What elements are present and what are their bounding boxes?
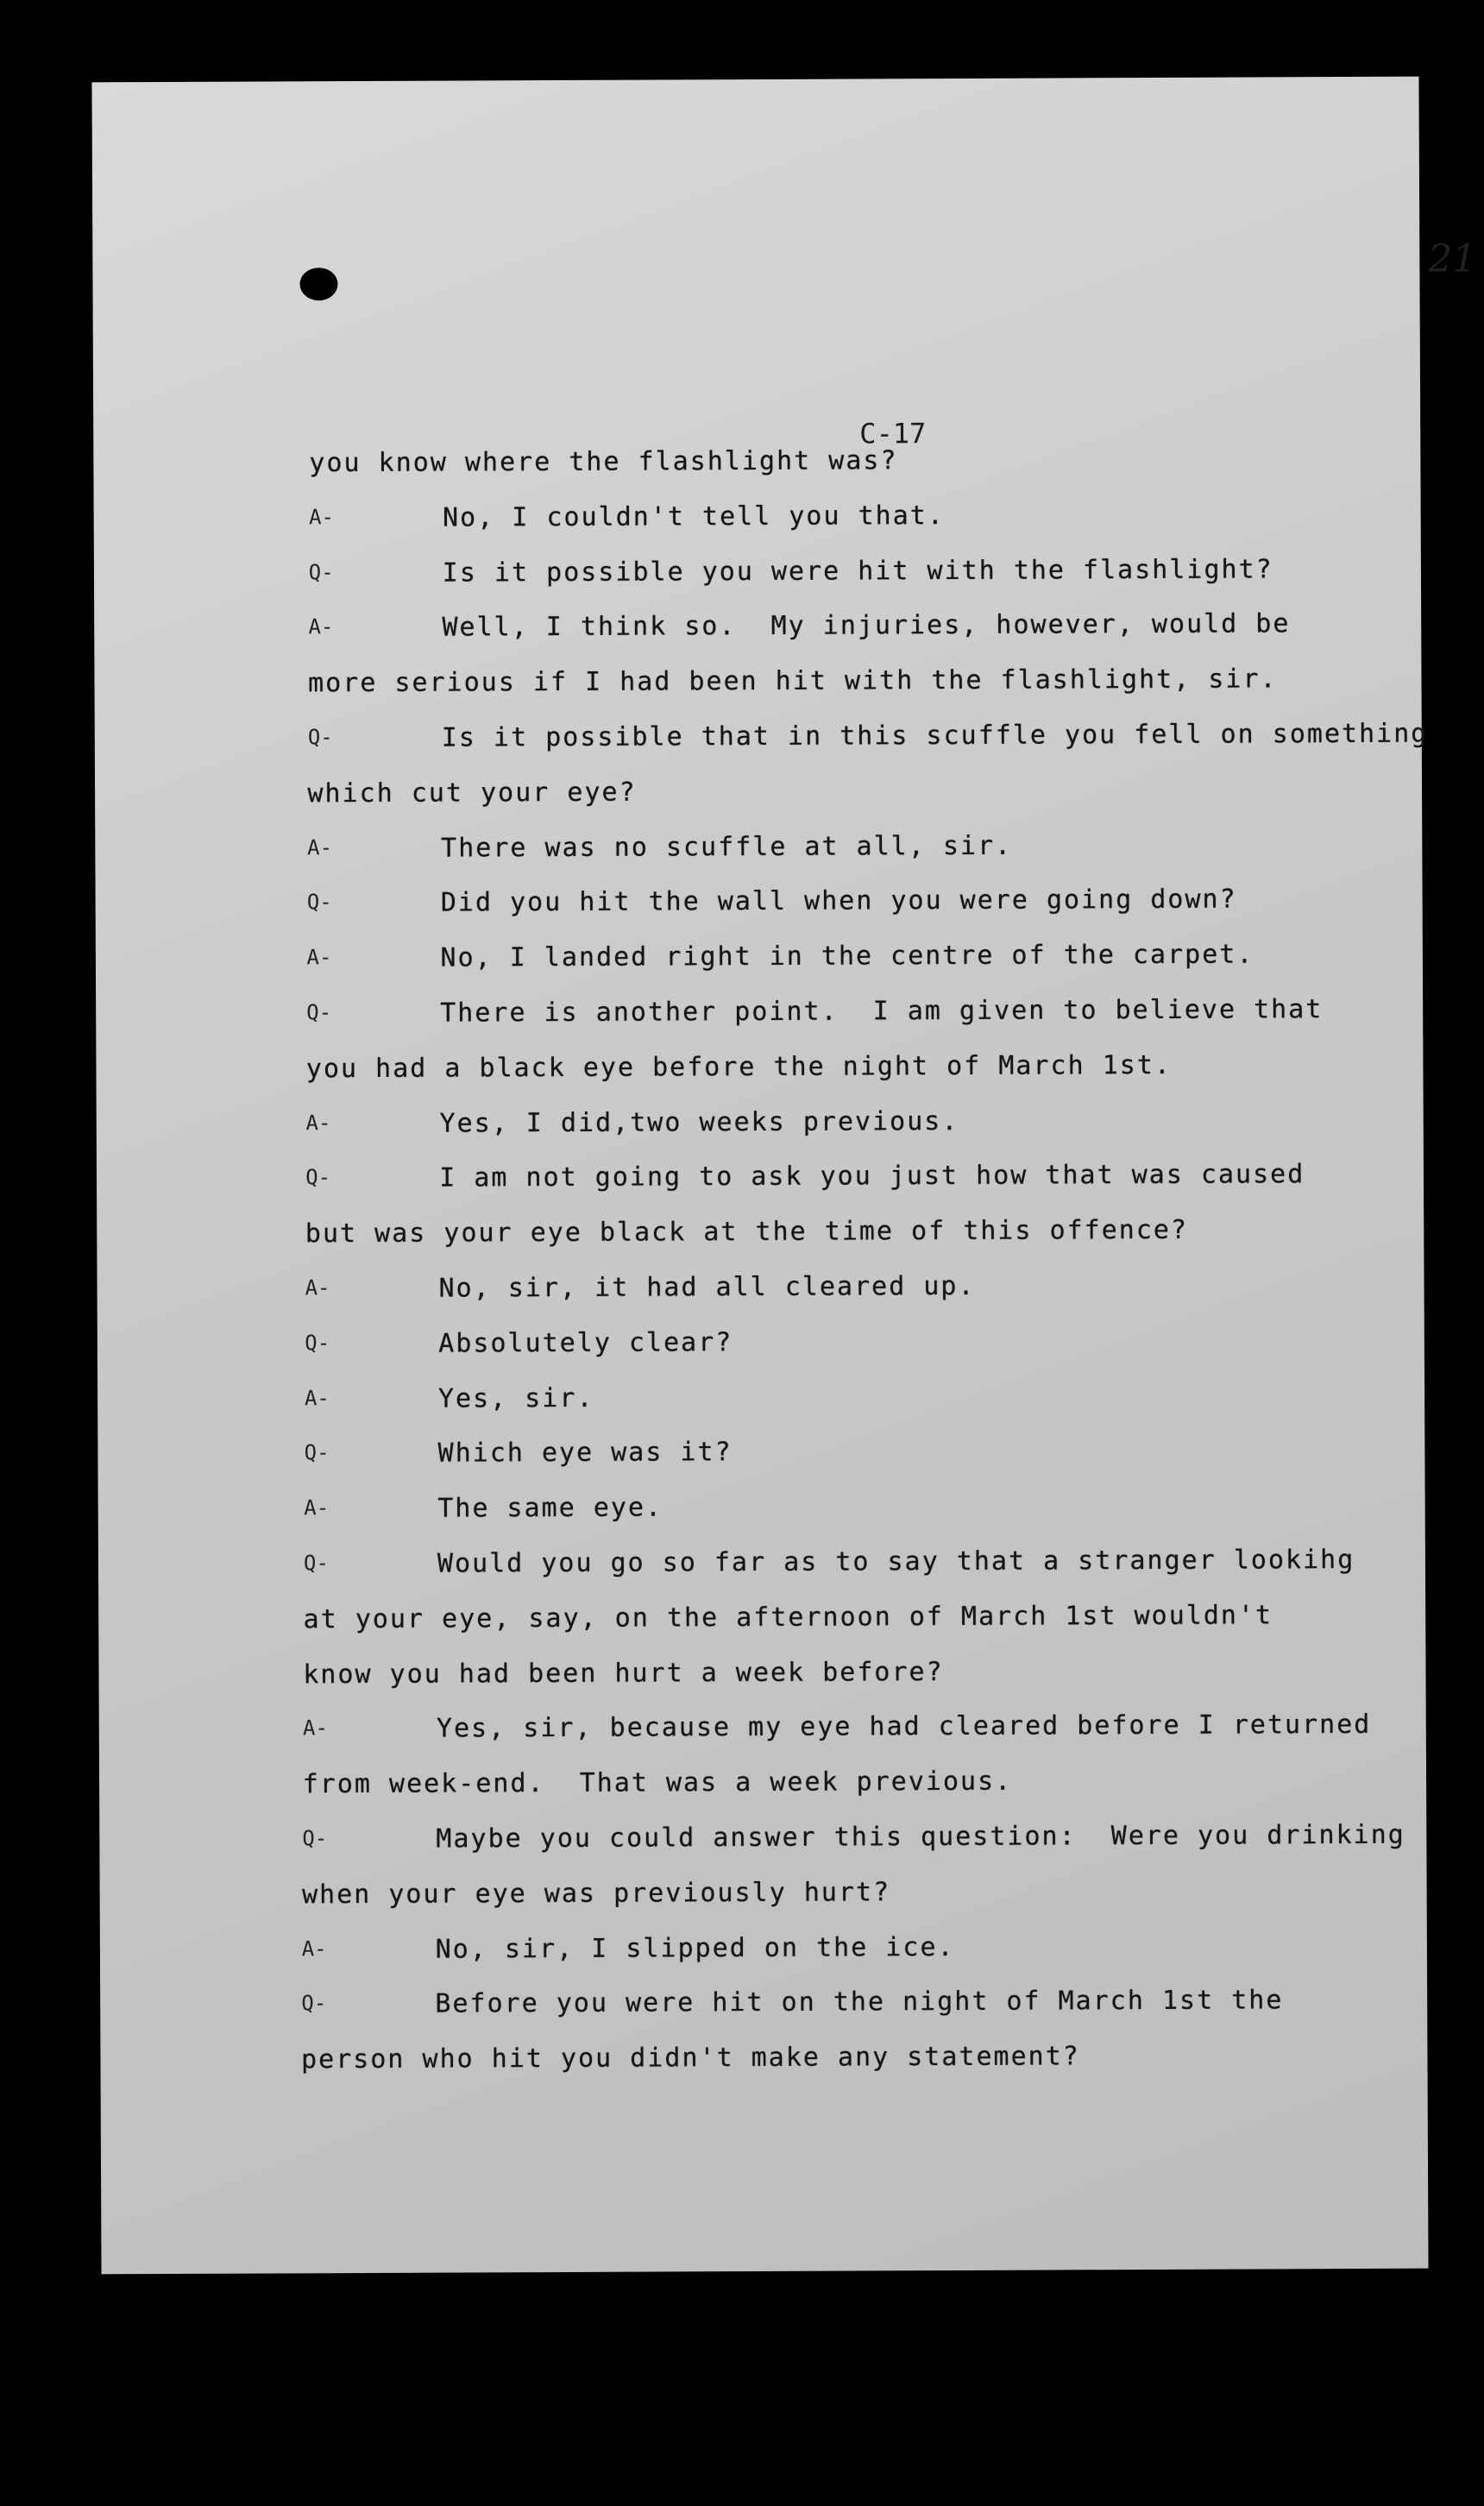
transcript-line: Well, I think so. My injuries, however, would be (442, 608, 1291, 643)
transcript-line: Yes, sir, because my eye had cleared before I returned (436, 1709, 1372, 1745)
transcript-line: from week-end. That was a week previous. (302, 1766, 1013, 1800)
transcript-line: at your eye, say, on the afternoon of March 1st wouldn't (303, 1600, 1273, 1635)
speaker-marker: Q- (305, 1165, 331, 1190)
transcript-line: No, I landed right in the centre of the carpet. (440, 939, 1254, 973)
speaker-marker: Q- (304, 1440, 330, 1465)
speaker-marker: Q- (306, 1000, 332, 1025)
speaker-marker: A- (304, 1495, 330, 1521)
speaker-marker: Q- (303, 1551, 329, 1576)
speaker-marker: Q- (306, 890, 332, 915)
speaker-marker: A- (306, 945, 332, 970)
transcript-line: you had a black eye before the night of March 1st. (305, 1049, 1172, 1085)
transcript-line: No, I couldn't tell you that. (442, 500, 945, 533)
transcript-line: when your eye was previously hurt? (301, 1877, 891, 1911)
document-page (91, 77, 1477, 2275)
transcript-line: Yes, I did,two weeks previous. (439, 1105, 959, 1139)
punch-hole (299, 268, 337, 300)
speaker-marker: Q- (305, 1330, 330, 1356)
transcript-line: Which eye was it? (437, 1437, 733, 1470)
transcript-line: more serious if I had been hit with the flashlight, sir. (308, 664, 1278, 699)
transcript-line: know you had been hurt a week before? (303, 1656, 944, 1690)
speaker-marker: A- (302, 1716, 328, 1741)
speaker-marker: Q- (307, 725, 333, 750)
transcript-line: Absolutely clear? (438, 1326, 733, 1359)
transcript-line: I am not going to ask you just how that was caused (439, 1159, 1305, 1194)
transcript-line: Maybe you could answer this question: Were you drinking (436, 1819, 1405, 1854)
transcript-line: There was no scuffle at all, sir. (441, 830, 1013, 864)
transcript-line: which cut your eye? (307, 777, 637, 809)
folio-number: 21 (1428, 236, 1477, 281)
transcript-line: Yes, sir. (437, 1382, 594, 1414)
transcript-line: Is it possible you were hit with the flashlight? (442, 553, 1273, 589)
transcript-line: person who hit you didn't make any statement? (300, 2041, 1080, 2075)
transcript-line: There is another point. I am given to believe that (440, 994, 1324, 1029)
page-number: C-17 (859, 417, 927, 450)
speaker-marker: A- (307, 834, 333, 859)
speaker-marker: A- (301, 1936, 327, 1961)
speaker-marker: Q- (302, 1826, 328, 1851)
speaker-marker: A- (308, 504, 335, 530)
transcript-line: The same eye. (437, 1492, 663, 1524)
transcript-line: No, sir, it had all cleared up. (438, 1270, 976, 1304)
transcript-line: Before you were hit on the night of March 1st the (435, 1985, 1284, 2020)
transcript-line: Is it possible that in this scuffle you fell on something (441, 718, 1429, 753)
speaker-marker: Q- (308, 559, 334, 584)
speaker-marker: Q- (301, 1991, 327, 2016)
speaker-marker: A- (305, 1110, 331, 1135)
speaker-marker: A- (305, 1275, 330, 1300)
transcript-line: No, sir, I slipped on the ice. (435, 1931, 955, 1965)
speaker-marker: A- (308, 614, 334, 639)
transcript-line: but was your eye black at the time of this offence? (305, 1215, 1189, 1250)
transcript-line: Would you go so far as to say that a stranger lookihg (437, 1544, 1355, 1579)
speaker-marker: A- (304, 1385, 330, 1410)
transcript-line: you know where the flashlight was? (309, 445, 898, 479)
transcript-line: Did you hit the wall when you were going down? (440, 884, 1237, 919)
